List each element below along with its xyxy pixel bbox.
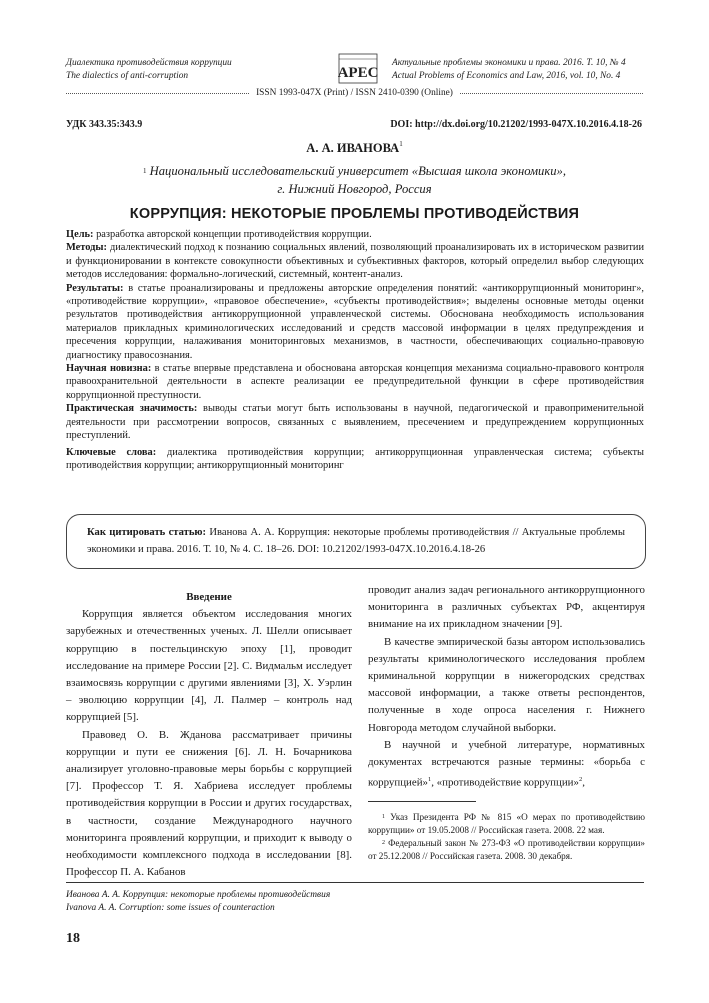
paragraph: В научной и учебной литературе, нормативных документах встречаются разные термины: «борьба с коррупцией»$^1$, «противодействие коррупции»$^2$, xyxy=(368,738,645,789)
goal-text: разработка авторской концепции противодействия коррупции. xyxy=(93,229,372,240)
affiliation xyxy=(0,162,709,198)
keywords-label: Ключевые слова: xyxy=(66,446,157,458)
udk-code: УДК 343.35:343.9 xyxy=(66,119,143,130)
body-column-left xyxy=(66,589,352,881)
results-text: в статье проанализированы и предложены авторские определения понятий: «антикоррупционный мониторинг», «противодействие коррупции», «правовое обеспечение», «субъекты противодействия»; выделены основные методы оценки результатов противодействия антикоррупционной управленческой системы. Обоснована необходимость использования материалов прикладных криминологических исследований и средств массовой информации в целях предупреждения и пресечения коррупции, налаживания мониторинговых механизмов, в частности, обеспечивающих социально-правовую диагностику правосознания. xyxy=(66,282,644,361)
abstract xyxy=(66,228,644,472)
journal-issue-en: Actual Problems of Economics and Law, 2016, vol. 10, No. 4 xyxy=(392,71,621,81)
journal-section-ru: Диалектика противодействия коррупции xyxy=(66,58,232,68)
running-footer xyxy=(66,889,330,915)
paragraph: В качестве эмпирической базы автором использовались результаты криминологического исследования проблем криминальной коррупции в нижегородских средствах массовой информации, а также ответы респондентов, полученные в ходе опроса населения г. Нижнего Новгорода методом случайной выборки. xyxy=(368,635,645,734)
footer-rule xyxy=(66,882,644,883)
footer-citation-en: Ivanova A. A. Corruption: some issues of counteraction xyxy=(66,903,275,913)
footnote-ref-1[interactable]: 1 xyxy=(427,776,432,784)
running-header-left xyxy=(66,57,232,83)
keywords-text: диалектика противодействия коррупции; антикоррупционная управленческая система; субъекты противодействия коррупции; антикоррупционный мониторинг xyxy=(66,446,644,471)
doi-link[interactable]: DOI: http://dx.doi.org/10.21202/1993-047X.10.2016.4.18-26 xyxy=(390,119,642,130)
significance-label: Практическая значимость: xyxy=(66,403,198,415)
section-heading-introduction: Введение xyxy=(186,591,232,603)
footer-citation-ru: Иванова А. А. Коррупция: некоторые проблемы противодействия xyxy=(66,890,331,900)
methods-text: диалектический подход к познанию социальных явлений, позволяющий проанализировать их в историческом развитии и функционировании в контексте совокупности объективных и субъективных факторов, который определил выбор следующих методов исследования: формально-логический, системный, контент-анализ. xyxy=(66,242,644,281)
results-label: Результаты: xyxy=(66,282,124,294)
citation-label: Как цитировать статью: xyxy=(87,527,207,538)
footnote-ref-2[interactable]: 2 xyxy=(578,776,583,784)
journal-section-en: The dialectics of anti-corruption xyxy=(66,71,189,81)
journal-issue-ru: Актуальные проблемы экономики и права. 2016. Т. 10, № 4 xyxy=(392,58,626,68)
novelty-text: в статье впервые представлена и обоснована авторская концепция механизма социально-правового контроля правоохранительной деятельности в аспекте реализации ее предупредительной функции в сфере противодействия коррупционной преступности. xyxy=(66,363,644,401)
citation-box xyxy=(66,514,646,569)
issn-text: ISSN 1993-047X (Print) / ISSN 2410-0390 (Online) xyxy=(250,88,459,98)
goal-label: Цель: xyxy=(66,229,94,240)
affiliation-line-1: Национальный исследовательский университет «Высшая школа экономики», xyxy=(149,164,566,178)
methods-label: Методы: xyxy=(66,242,107,254)
page-number: 18 xyxy=(66,931,80,946)
affiliation-mark: 1 xyxy=(143,167,147,175)
paragraph: Коррупция является объектом исследования многих зарубежных и отечественных ученых. Л. Шелли описывает коррупцию в постельцинскую эпоху [1], проводит исследование на примере России [2]. С. Видмальм исследует взаимосвязь коррупции с другими явлениями [3], Х. Уэрлин – эволюцию коррупции [4], Л. Палмер – контроль над коррупцией [5]. xyxy=(66,608,352,724)
body-column-right xyxy=(368,582,645,792)
author-affiliation-mark: 1 xyxy=(399,140,403,148)
footnote-2: $^2$ Федеральный закон № 273-ФЗ «О противодействии коррупции» от 25.12.2008 // Российская газета. 2008. 30 декабря. xyxy=(368,838,645,861)
citation-text: Иванова А. А. Коррупция: некоторые проблемы противодействия // Актуальные проблемы экономики и права. 2016. Т. 10, № 4. С. 18–26. DOI: 10.21202/1993-047X.10.2016.4.18-26 xyxy=(87,527,626,555)
novelty-label: Научная новизна: xyxy=(66,363,152,375)
footnote-rule xyxy=(368,801,476,802)
author-name: А. А. ИВАНОВА$^1$ xyxy=(306,140,403,155)
significance-text: выводы статьи могут быть использованы в научной, педагогической и правоприменительной деятельности при рассмотрении вопросов, связанных с выявлением, пресечением и предупреждением коррупционных преступлений. xyxy=(66,403,644,442)
running-header-right xyxy=(392,57,626,83)
paragraph: проводит анализ задач регионального антикоррупционного мониторинга в различных субъектах РФ, акцентируя внимание на их прикладном значении [9]. xyxy=(368,584,645,631)
article-title: КОРРУПЦИЯ: НЕКОТОРЫЕ ПРОБЛЕМЫ ПРОТИВОДЕЙСТВИЯ xyxy=(129,206,580,222)
paragraph: Правовед О. В. Жданова рассматривает причины коррупции и пути ее снижения [6]. Л. Н. Бочарникова анализирует уголовно-правовые меры борьбы с коррупцией [7]. Профессор Т. Я. Хабриева исследует проблемы противодействия коррупции в России и других государствах, в частности, создание Международного научного мониторинга проявлений коррупции, и приходит к выводу о необходимости комплексного подхода в исследовании [8]. Профессор П. А. Кабанов xyxy=(66,728,352,879)
svg-text:APEC: APEC xyxy=(338,65,378,81)
footnote-1: $^1$ Указ Президента РФ № 815 «О мерах по противодействию коррупции» от 19.05.2008 // Российская газета. 2008. 22 мая. xyxy=(368,812,645,835)
affiliation-line-2: г. Нижний Новгород, Россия xyxy=(277,182,432,196)
issn-row xyxy=(66,86,643,100)
journal-logo xyxy=(338,53,378,84)
